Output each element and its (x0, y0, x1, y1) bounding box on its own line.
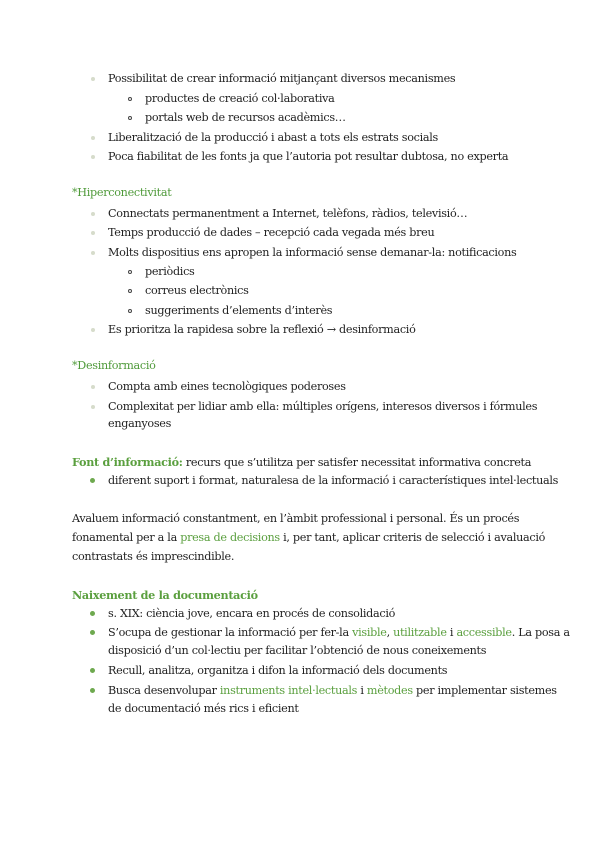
list-item: s. XIX: ciència jove, encara en procés de consolidació (108, 607, 396, 620)
sub-bullet (128, 289, 132, 293)
paragraph-line: Avaluem informació constantment, en l’àmbit professional i personal. És un procés (72, 512, 520, 525)
list-text: , (386, 626, 394, 639)
list-item: diferent suport i format, naturalesa de la informació i característiques intel·lectuals (108, 474, 559, 487)
paragraph-line (72, 530, 545, 546)
section-title: *Hiperconectivitat (72, 186, 172, 199)
bullet (91, 77, 95, 81)
list-item (108, 683, 557, 699)
list-text: . La posa a (511, 626, 570, 639)
list-item-continuation: de documentació més rics i eficient (108, 702, 299, 715)
sub-list-item: periòdics (145, 265, 195, 278)
bullet (91, 405, 95, 409)
bullet (90, 478, 95, 483)
highlight-text: visible (352, 626, 387, 639)
sub-bullet (128, 97, 132, 101)
highlight-text: utilitzable (393, 626, 447, 639)
list-item (108, 625, 570, 641)
list-item: Temps producció de dades – recepció cada vegada més breu (108, 226, 435, 239)
list-text: Busca desenvolupar (108, 684, 220, 697)
list-item: Connectats permanentment a Internet, telèfons, ràdios, televisió… (108, 207, 468, 220)
list-item: Compta amb eines tecnològiques poderoses (108, 380, 346, 393)
definition-line (72, 454, 531, 471)
list-item: Poca fiabilitat de les fonts ja que l’autoria pot resultar dubtosa, no experta (108, 150, 509, 163)
list-item: Es prioritza la rapidesa sobre la reflexió → desinformació (108, 323, 416, 336)
list-item-continuation: disposició d’un col·lectiu per facilitar l’obtenció de nous coneixements (108, 644, 487, 657)
highlight-text: accessible (456, 626, 512, 639)
list-item-continuation: enganyoses (108, 417, 172, 430)
bullet (91, 212, 95, 216)
paragraph-text: fonamental per a la (72, 531, 181, 544)
definition-term: Font d’informació: (72, 455, 183, 469)
list-text: per implementar sistemes (412, 684, 557, 697)
list-item: Complexitat per lidiar amb ella: múltiples orígens, interesos diversos i fórmules (108, 400, 538, 413)
sub-list-item: correus electrònics (145, 284, 249, 297)
sub-bullet (128, 309, 132, 313)
sub-list-item: suggeriments d’elements d’interès (145, 304, 333, 317)
sub-list-item: productes de creació col·laborativa (145, 92, 335, 105)
list-text: i (446, 626, 457, 639)
bullet (91, 251, 95, 255)
list-item: Recull, analitza, organitza i difon la informació dels documents (108, 664, 448, 677)
bullet (91, 155, 95, 159)
section-title: *Desinformació (72, 359, 156, 372)
list-text: i (357, 684, 367, 697)
highlight-text: instruments intel·lectuals (219, 684, 358, 697)
paragraph-text: i, per tant, aplicar criteris de selecció i avaluació (279, 531, 546, 544)
list-item: Possibilitat de crear informació mitjançant diversos mecanismes (108, 72, 456, 85)
bullet (91, 385, 95, 389)
section-heading: Naixement de la documentació (72, 588, 258, 602)
bullet (91, 136, 95, 140)
highlight-text: mètodes (366, 684, 413, 697)
list-item: Molts dispositius ens apropen la informació sense demanar-la: notificacions (108, 246, 517, 259)
bullet (90, 630, 95, 635)
sub-bullet (128, 270, 132, 274)
bullet (90, 611, 95, 616)
bullet (91, 328, 95, 332)
paragraph-line: contrastats és imprescindible. (72, 550, 235, 563)
highlight-text: presa de decisions (180, 531, 280, 544)
bullet (91, 231, 95, 235)
bullet (90, 668, 95, 673)
list-item: Liberalització de la producció i abast a tots els estrats socials (108, 131, 438, 144)
bullet (90, 688, 95, 693)
sub-bullet (128, 116, 132, 120)
definition-text: recurs que s’utilitza per satisfer necessitat informativa concreta (182, 456, 532, 469)
list-text: S’ocupa de gestionar la informació per fer-la (108, 626, 353, 639)
sub-list-item: portals web de recursos acadèmics… (145, 111, 346, 124)
